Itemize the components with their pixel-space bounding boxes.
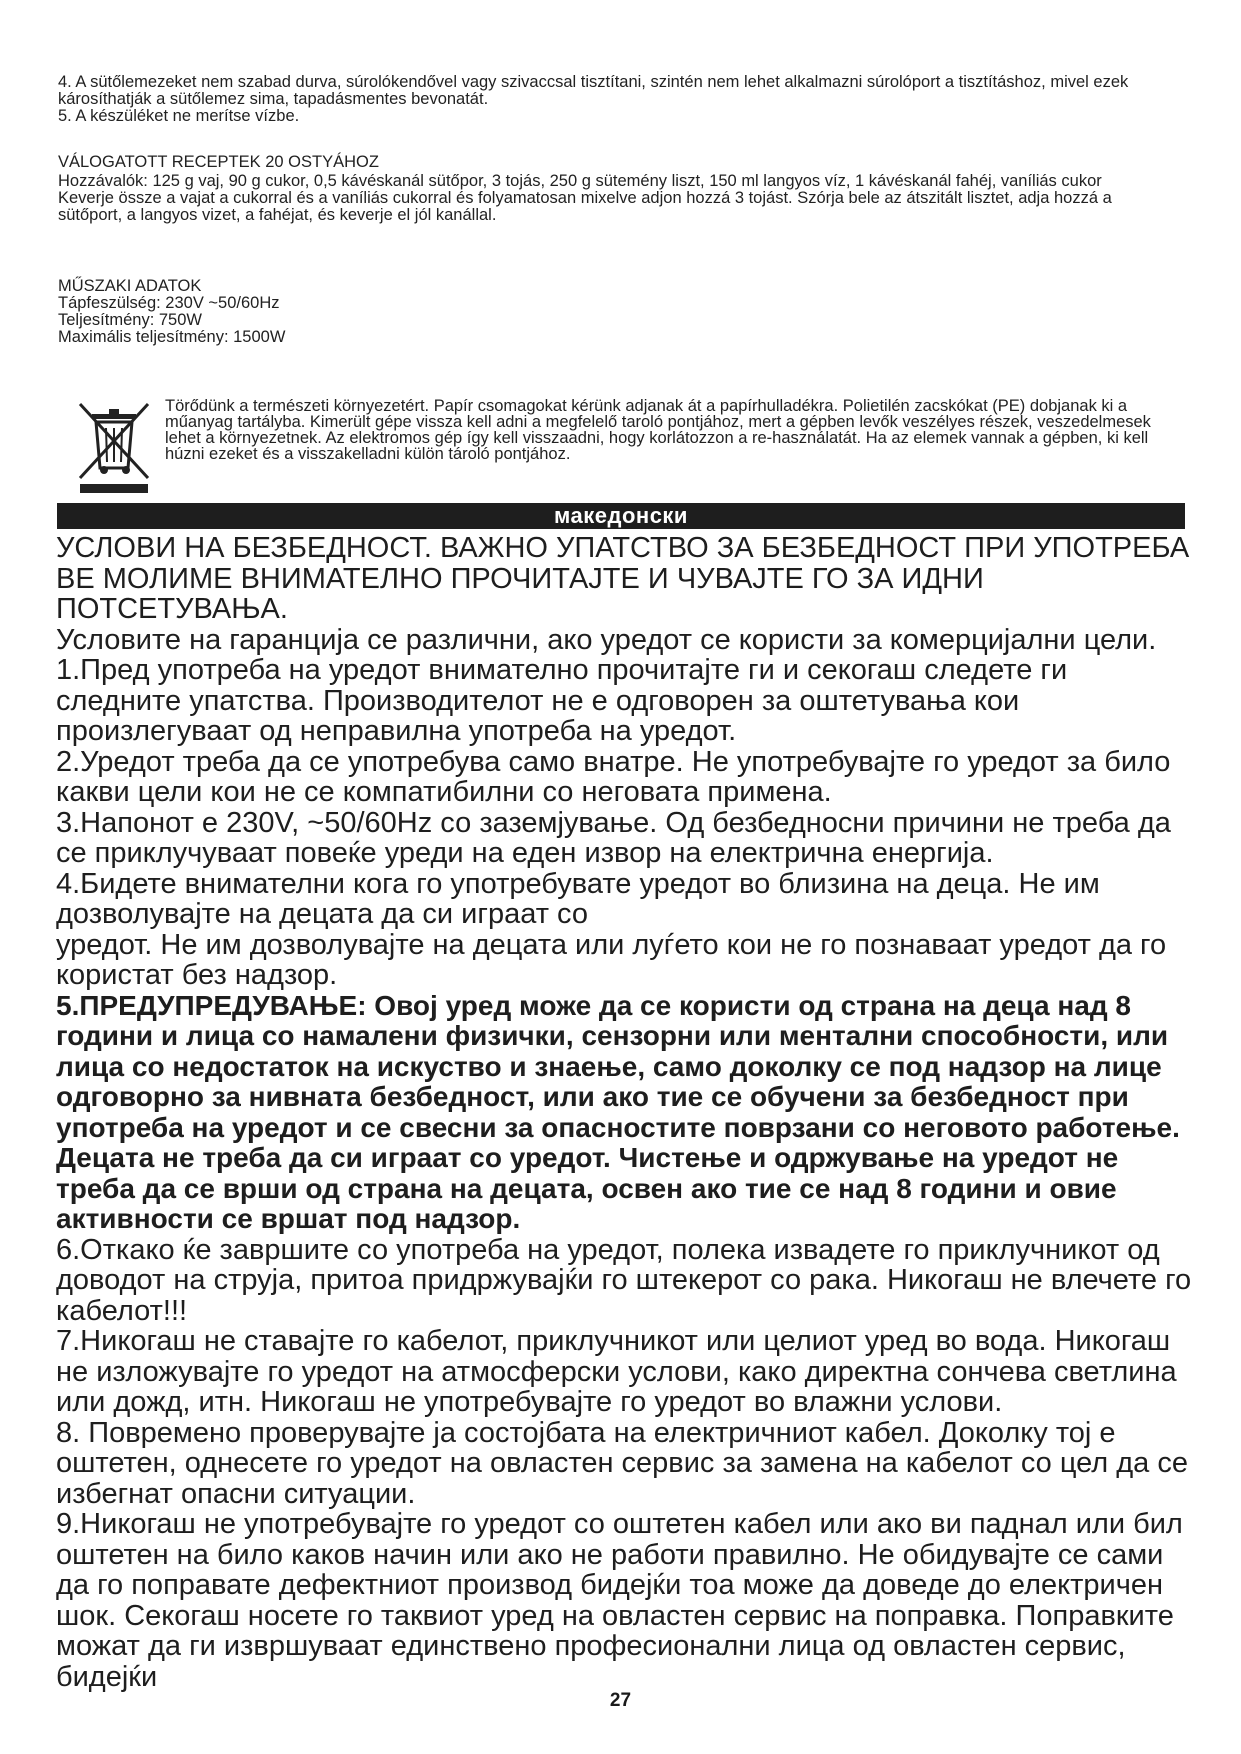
technical-data-section — [58, 278, 1178, 346]
safety-item-7: 7.Никогаш не ставајте го кабелот, приклучникот или целиот уред во вода. Никогаш не изложувајте го уредот на атмосферски услови, како директна сончева светлина или дожд, итн. Никогаш не употребувајте го уредот во влажни услови. — [56, 1325, 1177, 1418]
recipe-ingredients: Hozzávalók: 125 g vaj, 90 g cukor, 0,5 kávéskanál sütőpor, 3 tojás, 250 g sütemény liszt, 150 ml langyos víz, 1 kávéskanál fahéj, vaníliás cukor — [58, 172, 1102, 190]
language-header-bar: македонски — [57, 503, 1185, 529]
safety-item-4b: уредот. Не им дозволувајте на децата или луѓето кои не го познаваат уредот да го користат без надзор. — [56, 928, 1167, 991]
recipe-section — [58, 154, 1178, 224]
safety-item-3: 3.Напонот е 230V, ~50/60Hz со заземјување. Од безбедносни причини не треба да се приклучуваат повеќе уреди на еден извор на електрична енергија. — [56, 806, 1171, 869]
care-item-4: 4. A sütőlemezeket nem szabad durva, súrolókendővel vagy szivaccsal tisztítani, szintén nem lehet alkalmazni súrolóport a tisztításhoz, mivel ezek károsíthatják a sütőlemez sima, tapadásmentes bevonatát. — [58, 73, 1129, 108]
safety-item-8: 8. Повремено проверувајте ја состојбата на електричниот кабел. Доколку тој е оштетен, однесете го уредот на овластен сервис за замена на кабелот со цел да се избегнат опасни ситуации. — [56, 1416, 1188, 1510]
safety-item-1: 1.Пред употреба на уредот внимателно прочитајте ги и секогаш следете ги следните упатства. Производителот не е одговорен за оштетувања кои произлегуваат од неправилна употреба на уредот. — [56, 654, 1068, 747]
safety-heading-2: ВЕ МОЛИМЕ ВНИМАТЕЛНО ПРОЧИТАЈТЕ И ЧУВАЈТЕ ГО ЗА ИДНИ ПОТСЕТУВАЊА. — [56, 562, 984, 625]
tech-title: MŰSZAKI ADATOK — [58, 277, 202, 295]
warranty-note: Условите на гаранција се различни, ако уредот се користи за комерцијални цели. — [56, 623, 1157, 656]
environment-note: Törődünk a természeti környezetért. Papír csomagokat kérünk adjanak át a papírhulladékra. Polietilén zacskókat (PE) dobjanak ki a műanyag tartályba. Kimerült gépe vissza kell adni a megfelelő taroló pontjához, mert a gépben levők veszélyes részek, veszedelmesek lehet a környezetnek. Az elektromos gép így kell visszaadni, hogy korlátozzon a re-használatát. Ha az elemek vannak a gépben, ki kell húzni ezeket és a visszakelladni külön tároló pontjához. — [165, 397, 1151, 463]
hungarian-care-section — [58, 74, 1178, 125]
safety-item-4a: 4.Бидете внимателни кога го употребувате уредот во близина на деца. Не им дозволувајте на децата да си играат со — [56, 867, 1100, 930]
macedonian-safety-section — [56, 533, 1196, 1692]
safety-warning-item-5: 5.ПРЕДУПРЕДУВАЊЕ: Овој уред може да се користи од страна на деца над 8 години и лица со намалени физички, сензорни или ментални способности, или лица со недостаток на искуство и знаење, само доколку се под надзор на лице одговорно за нивната безбедност, или ако тие се обучени за безбедност при употреба на уредот и се свесни за опасностите поврзани со неговото работење. Децата не треба да си играат со уредот. Чистење и одржување на уредот не треба да се врши од страна на децата, освен ако тие се над 8 години и овие активности се вршат под надзор. — [56, 989, 1180, 1234]
page-number: 27 — [609, 1690, 632, 1711]
safety-item-6: 6.Откако ќе завршите со употреба на уредот, полека извадете го приклучникот од доводот на струја, притоа придржувајќи го штекерот со рака. Никогаш не влечете го кабелот!!! — [56, 1233, 1192, 1327]
care-item-5: 5. A készüléket ne merítse vízbe. — [58, 107, 300, 125]
tech-power: Teljesítmény: 750W — [58, 311, 202, 329]
safety-item-2: 2.Уредот треба да се употребува само внатре. Не употребувајте го уредот за било какви цели кои не се компатибилни со неговата примена. — [56, 745, 1171, 808]
weee-crossed-bin-icon — [74, 398, 154, 494]
safety-heading-1: УСЛОВИ НА БЕЗБЕДНОСТ. ВАЖНО УПАТСТВО ЗА БЕЗБЕДНОСТ ПРИ УПОТРЕБА — [56, 532, 1190, 564]
tech-max-power: Maximális teljesítmény: 1500W — [58, 328, 286, 346]
safety-item-9: 9.Никогаш не употребувајте го уредот со оштетен кабел или ако ви паднал или бил оштетен на било каков начин или ако не работи правилно. Не обидувајте се сами да го поправате дефектниот производ бидејќи тоа може да доведе до електричен шок. Секогаш носете го таквиот уред на овластен сервис на поправка. Поправките можат да ги извршуваат единствено професионални лица од овластен сервис, бидејќи — [56, 1508, 1183, 1693]
recipe-title: VÁLOGATOTT RECEPTEK 20 OSTYÁHOZ — [58, 153, 379, 171]
recipe-instructions: Keverje össze a vajat a cukorral és a vaníliás cukorral és folyamatosan mixelve adjon hozzá 3 tojást. Szórja bele az átszitált lisztet, adja hozzá a sütőport, a langyos vizet, a fahéjat, és keverje el jól kanállal. — [58, 189, 1112, 224]
tech-voltage: Tápfeszülség: 230V ~50/60Hz — [58, 294, 280, 312]
